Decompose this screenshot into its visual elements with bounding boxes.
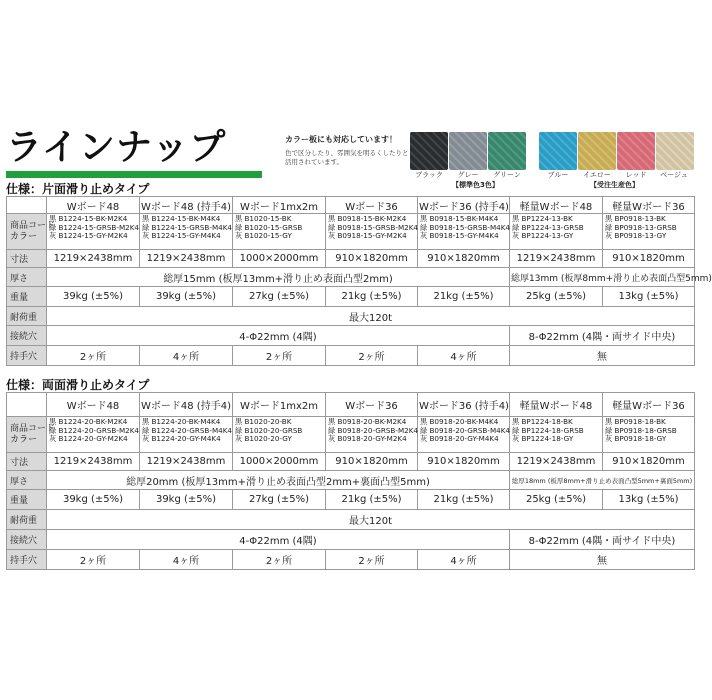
weight-cell: 13kg (±5%) bbox=[603, 287, 695, 307]
holes-row bbox=[7, 530, 695, 550]
code-line: 黒 BP1224-13-BK bbox=[512, 214, 573, 223]
size-row bbox=[7, 250, 695, 268]
code-line: 緑 B1224-15-GRSB-M2K4 bbox=[49, 222, 140, 232]
code-cell bbox=[326, 417, 418, 453]
code-line: 緑 B0918-20-GRSB-M4K4 bbox=[420, 425, 511, 435]
code-line: 緑 B1224-15-GRSB-M4K4 bbox=[142, 222, 233, 232]
column-header: Wボード48 (持手4) bbox=[140, 393, 233, 417]
label-line: カラー bbox=[10, 231, 38, 242]
code-cell bbox=[326, 214, 418, 250]
handles-cell: 4ヶ所 bbox=[140, 346, 233, 366]
title-underline bbox=[6, 171, 262, 178]
page-title: ラインナップ bbox=[6, 127, 227, 168]
code-cell bbox=[233, 417, 326, 453]
size-cell: 910×1820mm bbox=[326, 250, 418, 268]
row-label-thickness: 厚さ bbox=[7, 471, 47, 490]
size-cell: 1219×2438mm bbox=[140, 453, 233, 471]
code-line: 黒 BP1224-18-BK bbox=[512, 417, 573, 426]
codes-row bbox=[7, 417, 695, 453]
code-line: 灰 B1224-15-GY-M2K4 bbox=[49, 231, 128, 241]
code-line: 緑 B0918-15-GRSB-M4K4 bbox=[420, 222, 511, 232]
handles-cell: 2ヶ所 bbox=[326, 550, 418, 570]
row-label-holes: 接続穴 bbox=[7, 326, 47, 346]
color-note-text: 色で区分したり、雰囲気を明るくしたりと活用されています。 bbox=[285, 149, 409, 166]
holes-main-cell: 4-Φ22mm (4隅) bbox=[47, 530, 510, 550]
column-header: Wボード1mx2m bbox=[233, 197, 326, 214]
code-line: 黒 B0918-20-BK-M2K4 bbox=[328, 417, 407, 426]
code-line: 緑 BP1224-18-GRSB bbox=[512, 425, 584, 435]
holes-light-cell: 8-Φ22mm (4隅・両サイド中央) bbox=[510, 326, 695, 346]
code-cell bbox=[603, 214, 695, 250]
thickness-row bbox=[7, 268, 695, 287]
code-line: 緑 B0918-20-GRSB-M2K4 bbox=[328, 425, 419, 435]
code-line: 緑 BP1224-13-GRSB bbox=[512, 222, 584, 232]
weight-row bbox=[7, 490, 695, 510]
size-cell: 910×1820mm bbox=[326, 453, 418, 471]
label-line: カラー bbox=[10, 434, 38, 445]
load-cell: 最大120t bbox=[47, 510, 695, 530]
code-line: 黒 BP0918-18-BK bbox=[605, 417, 666, 426]
swatch-label-black: ブラック bbox=[415, 171, 443, 179]
code-line: 緑 B1224-20-GRSB-M2K4 bbox=[49, 425, 140, 435]
handles-cell: 2ヶ所 bbox=[233, 346, 326, 366]
corner-cell bbox=[7, 393, 47, 417]
size-cell: 1000×2000mm bbox=[233, 250, 326, 268]
weight-cell: 39kg (±5%) bbox=[47, 287, 140, 307]
row-label-holes: 接続穴 bbox=[7, 530, 47, 550]
row-label-size: 寸法 bbox=[7, 250, 47, 268]
column-header: Wボード48 bbox=[47, 197, 140, 214]
size-cell: 1219×2438mm bbox=[47, 453, 140, 471]
code-line: 黒 B0918-15-BK-M4K4 bbox=[420, 214, 499, 223]
column-header: 軽量Wボード36 bbox=[603, 197, 695, 214]
row-label-weight: 重量 bbox=[7, 287, 47, 307]
section-title-two-side: 仕様：両面滑り止めタイプ bbox=[6, 378, 150, 392]
weight-cell: 39kg (±5%) bbox=[140, 490, 233, 510]
code-line: 緑 B1224-20-GRSB-M4K4 bbox=[142, 425, 233, 435]
holes-main-cell: 4-Φ22mm (4隅) bbox=[47, 326, 510, 346]
swatch-label-blue: ブルー bbox=[547, 171, 569, 179]
thickness-light-cell: 総厚18mm (板厚8mm+滑り止め表面凸型5mm+裏面5mm) bbox=[510, 471, 695, 490]
code-cell bbox=[140, 214, 233, 250]
code-line: 黒 B1224-15-BK-M2K4 bbox=[49, 214, 128, 223]
row-label-codes bbox=[7, 214, 56, 250]
code-line: 緑 BP0918-18-GRSB bbox=[605, 425, 677, 435]
weight-cell: 39kg (±5%) bbox=[140, 287, 233, 307]
weight-cell: 25kg (±5%) bbox=[510, 287, 603, 307]
column-header: 軽量Wボード48 bbox=[510, 197, 603, 214]
weight-cell: 13kg (±5%) bbox=[603, 490, 695, 510]
code-line: 灰 BP0918-13-GY bbox=[605, 231, 667, 241]
spec-table-one-side bbox=[6, 196, 712, 366]
swatch-gray bbox=[449, 132, 487, 170]
holes-row bbox=[7, 326, 695, 346]
swatch-beige bbox=[656, 132, 694, 170]
row-label-codes bbox=[7, 417, 56, 453]
color-note-heading: カラー板にも対応しています！ bbox=[285, 135, 397, 144]
code-line: 黒 B1224-15-BK-M4K4 bbox=[142, 214, 221, 223]
size-cell: 1000×2000mm bbox=[233, 453, 326, 471]
code-line: 黒 B1224-20-BK-M4K4 bbox=[142, 417, 221, 426]
swatch-blue bbox=[539, 132, 577, 170]
row-label-weight: 重量 bbox=[7, 490, 47, 510]
code-line: 黒 B1224-20-BK-M2K4 bbox=[49, 417, 128, 426]
size-cell: 1219×2438mm bbox=[140, 250, 233, 268]
code-line: 灰 B0918-15-GY-M4K4 bbox=[420, 231, 499, 241]
header-row bbox=[7, 197, 695, 214]
row-label-handles: 持手穴 bbox=[7, 346, 47, 366]
column-header: Wボード1mx2m bbox=[233, 393, 326, 417]
swatch-label-gray: グレー bbox=[457, 171, 479, 179]
load-row bbox=[7, 307, 695, 326]
handles-cell: 2ヶ所 bbox=[47, 550, 140, 570]
weight-cell: 21kg (±5%) bbox=[326, 287, 418, 307]
code-cell bbox=[418, 417, 510, 453]
header-row bbox=[7, 393, 695, 417]
code-line: 灰 B0918-15-GY-M2K4 bbox=[328, 231, 407, 241]
weight-cell: 27kg (±5%) bbox=[233, 490, 326, 510]
weight-cell: 21kg (±5%) bbox=[418, 490, 510, 510]
column-header: Wボード48 bbox=[47, 393, 140, 417]
size-cell: 1219×2438mm bbox=[47, 250, 140, 268]
size-cell: 1219×2438mm bbox=[510, 453, 603, 471]
thickness-main-cell: 総厚20mm (板厚13mm+滑り止め表面凸型2mm+裏面凸型5mm) bbox=[47, 471, 510, 490]
code-line: 黒 B1020-20-BK bbox=[235, 417, 292, 426]
row-label-load: 耐荷重 bbox=[7, 510, 47, 530]
column-header: 軽量Wボード36 bbox=[603, 393, 695, 417]
handles-cell: 2ヶ所 bbox=[233, 550, 326, 570]
code-line: 灰 B0918-20-GY-M2K4 bbox=[328, 434, 407, 444]
code-line: 黒 B0918-15-BK-M2K4 bbox=[328, 214, 407, 223]
code-line: 緑 BP0918-13-GRSB bbox=[605, 222, 677, 232]
swatch-label-beige: ベージュ bbox=[660, 171, 688, 179]
row-label-size: 寸法 bbox=[7, 453, 47, 471]
label-line: 商品コード bbox=[10, 220, 56, 231]
column-header: Wボード48 (持手4) bbox=[140, 197, 233, 214]
code-line: 黒 B1020-15-BK bbox=[235, 214, 292, 223]
column-header: Wボード36 bbox=[326, 197, 418, 214]
code-cell bbox=[510, 417, 603, 453]
code-line: 灰 B1020-20-GY bbox=[235, 434, 292, 444]
swatch-label-yellow: イエロー bbox=[583, 171, 611, 179]
holes-light-cell: 8-Φ22mm (4隅・両サイド中央) bbox=[510, 530, 695, 550]
code-line: 灰 B1224-20-GY-M4K4 bbox=[142, 434, 221, 444]
code-cell bbox=[233, 214, 326, 250]
code-line: 黒 B0918-20-BK-M4K4 bbox=[420, 417, 499, 426]
code-cell bbox=[47, 417, 140, 453]
size-cell: 910×1820mm bbox=[603, 453, 695, 471]
swatch-red bbox=[617, 132, 655, 170]
code-line: 灰 B1224-15-GY-M4K4 bbox=[142, 231, 221, 241]
code-line: 緑 B1020-20-GRSB bbox=[235, 425, 303, 435]
swatch-label-red: レッド bbox=[625, 171, 647, 179]
weight-cell: 21kg (±5%) bbox=[418, 287, 510, 307]
corner-cell bbox=[7, 197, 47, 214]
thickness-row bbox=[7, 471, 695, 490]
spec-table-two-side bbox=[6, 392, 695, 570]
row-label-thickness: 厚さ bbox=[7, 268, 47, 287]
column-header: Wボード36 (持手4) bbox=[418, 197, 510, 214]
code-line: 緑 B0918-15-GRSB-M2K4 bbox=[328, 222, 419, 232]
code-line: 緑 B1020-15-GRSB bbox=[235, 222, 303, 232]
codes-row bbox=[7, 214, 695, 250]
code-line: 灰 B1020-15-GY bbox=[235, 231, 292, 241]
handles-light-cell: 無 bbox=[510, 346, 695, 366]
code-line: 灰 BP1224-13-GY bbox=[512, 231, 574, 241]
weight-cell: 27kg (±5%) bbox=[233, 287, 326, 307]
weight-cell: 25kg (±5%) bbox=[510, 490, 603, 510]
row-label-load: 耐荷重 bbox=[7, 307, 47, 326]
label-line: 商品コード bbox=[10, 423, 56, 434]
thickness-main-cell: 総厚15mm (板厚13mm+滑り止め表面凸型2mm) bbox=[47, 268, 510, 287]
swatch-black bbox=[410, 132, 448, 170]
column-header: Wボード36 (持手4) bbox=[418, 393, 510, 417]
standard-colors-label: 【標準色3色】 bbox=[452, 181, 499, 189]
code-cell bbox=[47, 214, 140, 250]
lineup-header bbox=[6, 128, 264, 178]
swatch-yellow bbox=[578, 132, 616, 170]
code-cell bbox=[510, 214, 603, 250]
size-cell: 910×1820mm bbox=[418, 453, 510, 471]
handles-cell: 4ヶ所 bbox=[418, 550, 510, 570]
size-cell: 910×1820mm bbox=[418, 250, 510, 268]
code-line: 黒 BP0918-13-BK bbox=[605, 214, 666, 223]
section-title-one-side: 仕様：片面滑り止めタイプ bbox=[6, 182, 150, 196]
size-cell: 1219×2438mm bbox=[510, 250, 603, 268]
column-header: 軽量Wボード48 bbox=[510, 393, 603, 417]
load-row bbox=[7, 510, 695, 530]
row-label-handles: 持手穴 bbox=[7, 550, 47, 570]
code-line: 灰 BP0918-18-GY bbox=[605, 434, 667, 444]
code-line: 灰 B0918-20-GY-M4K4 bbox=[420, 434, 499, 444]
handles-row bbox=[7, 346, 695, 366]
custom-colors-label: 【受注生産色】 bbox=[590, 181, 639, 189]
code-line: 灰 BP1224-18-GY bbox=[512, 434, 574, 444]
code-cell bbox=[603, 417, 695, 453]
size-cell: 910×1820mm bbox=[603, 250, 695, 268]
code-line: 灰 B1224-20-GY-M2K4 bbox=[49, 434, 128, 444]
weight-cell: 21kg (±5%) bbox=[326, 490, 418, 510]
handles-cell: 2ヶ所 bbox=[326, 346, 418, 366]
handles-cell: 4ヶ所 bbox=[418, 346, 510, 366]
column-header: Wボード36 bbox=[326, 393, 418, 417]
handles-cell: 4ヶ所 bbox=[140, 550, 233, 570]
code-cell bbox=[140, 417, 233, 453]
thickness-light-cell: 総厚13mm (板厚8mm+滑り止め表面凸型5mm) bbox=[510, 268, 695, 287]
handles-cell: 2ヶ所 bbox=[47, 346, 140, 366]
handles-light-cell: 無 bbox=[510, 550, 695, 570]
handles-row bbox=[7, 550, 695, 570]
weight-cell: 39kg (±5%) bbox=[47, 490, 140, 510]
size-row bbox=[7, 453, 695, 471]
load-cell: 最大120t bbox=[47, 307, 695, 326]
code-cell bbox=[418, 214, 510, 250]
weight-row bbox=[7, 287, 695, 307]
swatch-green bbox=[488, 132, 526, 170]
swatch-label-green: グリーン bbox=[493, 171, 521, 179]
